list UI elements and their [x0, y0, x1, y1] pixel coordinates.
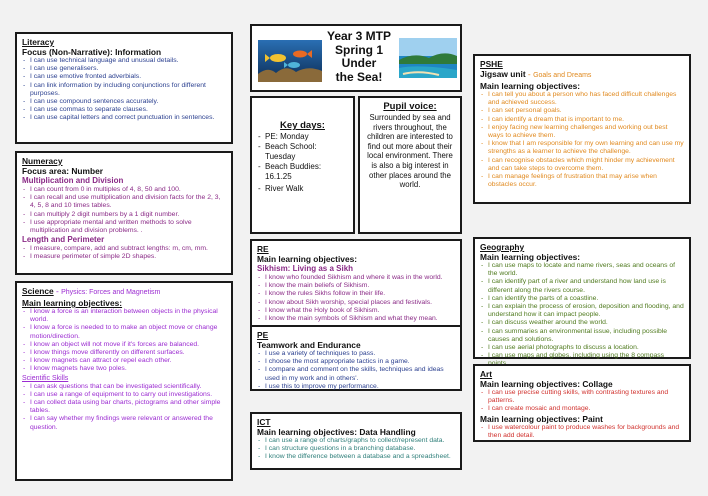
science-heading: Science — [22, 286, 54, 296]
list-item: - I can recognise obstacles which might hinder my achievement and can take steps to overcome them. — [480, 157, 684, 173]
title-text — [320, 30, 398, 84]
list-item: - I use watercolour paint to produce washes for backgrounds and then add detail. — [480, 424, 684, 440]
title-panel — [250, 24, 462, 92]
list-item: - PE: Monday — [257, 132, 348, 142]
list-item: - I can summaries an environmental issue, including possible causes and solutions. — [480, 328, 684, 344]
pshe-objectives-heading: Main learning objectives: — [480, 81, 581, 91]
list-item: - I know magnets can attract or repel each other. — [22, 357, 226, 365]
list-item: - I can use generalisers. — [22, 65, 226, 73]
pshe-heading: PSHE — [480, 59, 503, 69]
fish-reef-image — [258, 40, 322, 82]
literacy-list — [22, 57, 226, 123]
list-item: - I know who founded Sikhism and where it was in the world. — [257, 274, 455, 282]
geography-panel — [473, 237, 691, 359]
list-item: - I can use emotive fronted adverbials. — [22, 73, 226, 81]
list-item: - I can identify part of a river and understand how land use is different along the rivers course. — [480, 278, 684, 294]
island-image — [399, 38, 457, 78]
pshe-unit: Goals and Dreams — [533, 72, 592, 79]
list-item: - I can multiply 2 digit numbers by a 1 digit number. — [22, 211, 226, 219]
geography-list — [480, 262, 684, 369]
list-item: - I measure, compare, add and subtract lengths: m, cm, mm. — [22, 245, 226, 253]
numeracy-list-1 — [22, 186, 226, 235]
pe-heading: PE — [257, 330, 269, 340]
list-item: - I measure perimeter of simple 2D shapes. — [22, 253, 226, 261]
art-heading: Art — [480, 369, 493, 379]
list-item: - I can ask questions that can be investigated scientifically. — [22, 383, 226, 391]
pshe-unit-separator: - — [525, 69, 534, 79]
list-item: - I use appropriate mental and written methods to solve multiplication and division problems. . — [22, 219, 226, 235]
ict-heading: ICT — [257, 417, 271, 427]
list-item: - I can create mosaic and montage. — [480, 405, 684, 413]
list-item: - I can use a range of charts/graphs to collect/represent data. — [257, 437, 455, 445]
key-days-list — [257, 132, 348, 194]
literacy-focus: Focus (Non-Narrative): Information — [22, 47, 162, 57]
numeracy-focus: Focus area: Number — [22, 166, 103, 176]
pshe-panel — [473, 54, 691, 204]
science-skills-list — [22, 383, 226, 432]
re-list — [257, 274, 455, 323]
list-item: - I can link information by including conjunctions for different purposes. — [22, 82, 226, 98]
list-item: - I know that I am responsible for my own learning and can use my strengths as a learner to achieve the challenge. — [480, 140, 684, 156]
list-item: - I know what the Holy book of Sikhism. — [257, 307, 455, 315]
pshe-unit-label: Jigsaw unit — [480, 69, 526, 79]
list-item: - I can use capital letters and correct punctuation in sentences. — [22, 114, 226, 122]
list-item: - River Walk — [257, 184, 348, 194]
list-item: - I know things move differently on different surfaces. — [22, 349, 226, 357]
numeracy-heading: Numeracy — [22, 156, 63, 166]
science-heading-line — [22, 286, 226, 298]
title-line-4: the Sea! — [335, 69, 383, 84]
list-item: - I know the main symbols of Sikhism and what they mean. — [257, 315, 455, 323]
list-item: - I can collect data using bar charts, pictograms and other simple tables. — [22, 399, 226, 415]
literacy-panel — [15, 32, 233, 144]
art-paint-heading: Main learning objectives: Paint — [480, 413, 603, 424]
list-item: - I can use maps to locate and name rivers, seas and oceans of the world. — [480, 262, 684, 278]
list-item: - I can identify a dream that is important to me. — [480, 116, 684, 124]
numeracy-subheading-length: Length and Perimeter — [22, 235, 105, 245]
science-panel — [15, 281, 233, 481]
ict-list — [257, 437, 455, 462]
re-panel — [250, 239, 462, 331]
list-item: - I can use maps and globes, including using the 8 compass — [480, 352, 684, 368]
art-collage-list — [480, 389, 684, 414]
pshe-list — [480, 91, 684, 189]
title-line-3: Under — [341, 56, 377, 70]
scientific-skills-heading: Scientific Skills — [22, 374, 69, 382]
science-topic: Physics: Forces and Magnetism — [61, 289, 161, 296]
pupil-voice-text: Surrounded by sea and rivers throughout, the children are interested to find out more about their local environment. There is also a big interest in other places around the world. — [367, 113, 453, 190]
re-heading: RE — [257, 244, 269, 254]
list-item: - I can use compound sentences accurately. — [22, 98, 226, 106]
numeracy-subheading-multiplication: Multiplication and Division — [22, 176, 124, 185]
geography-objectives-heading: Main learning objectives: — [480, 252, 581, 262]
list-item: - I know magnets have two poles. — [22, 365, 226, 373]
list-item: - I know the rules Sikhs follow in their life. — [257, 290, 455, 298]
list-item: - I can set personal goals. — [480, 107, 684, 115]
list-item: - I know an object will not move if it's forces are balanced. — [22, 341, 226, 349]
re-topic: Sikhism: Living as a Sikh — [257, 264, 354, 273]
list-item: - I can use a range of equipment to to carry out investigations. — [22, 391, 226, 399]
list-item: - I can manage feelings of frustration that may arise when obstacles occur. — [480, 173, 684, 189]
ict-objectives-heading: Main learning objectives: Data Handling — [257, 427, 416, 437]
title-line-2: Spring 1 — [334, 42, 383, 57]
list-item: - I can count from 0 in multiples of 4, 8, 50 and 100. — [22, 186, 226, 194]
list-item: - I know a force is needed to to make an object move or change motion/direction. — [22, 324, 226, 340]
ict-panel — [250, 412, 462, 470]
key-days-panel — [250, 96, 355, 234]
list-item: - I can discuss weather around the world. — [480, 319, 684, 327]
list-item: - I can use precise cutting skills, with contrasting textures and patterns. — [480, 389, 684, 405]
numeracy-panel — [15, 151, 233, 275]
list-item: - I can say whether my findings were relevant or answered the question. — [22, 415, 226, 431]
list-item: - Beach Buddies: 16.1.25 — [257, 162, 348, 182]
numeracy-list-2 — [22, 245, 226, 261]
pshe-unit-line — [480, 69, 684, 81]
list-item: - I choose the most appropriate tactics in a game. — [257, 358, 455, 366]
list-item: - I can structure questions in a branching database. — [257, 445, 455, 453]
list-item: - I can use commas to separate clauses. — [22, 106, 226, 114]
literacy-heading: Literacy — [22, 37, 55, 47]
science-topic-separator: - — [53, 286, 62, 296]
list-item: - I use this to improve my performance. — [257, 383, 455, 391]
list-item: - I can use aerial photographs to discuss a location. — [480, 344, 684, 352]
pupil-voice-panel — [358, 96, 462, 234]
list-item: - I know the main beliefs of Sikhism. — [257, 282, 455, 290]
re-objectives-heading: Main learning objectives: — [257, 254, 358, 264]
art-collage-heading: Main learning objectives: Collage — [480, 379, 613, 389]
list-item: - I compare and comment on the skills, techniques and ideas used in my work and in others'. — [257, 366, 455, 382]
list-item: - I use a variety of techniques to pass. — [257, 350, 455, 358]
key-days-heading: Key days: — [280, 120, 325, 131]
list-item: - I can explain the process of erosion, deposition and flooding, and understand how it can impact people. — [480, 303, 684, 319]
pe-list — [257, 350, 455, 391]
list-item: - Beach School: Tuesday — [257, 142, 348, 162]
pupil-voice-heading: Pupil voice: — [383, 101, 437, 112]
science-list — [22, 308, 226, 374]
pe-topic: Teamwork and Endurance — [257, 340, 361, 350]
list-item: - I know a force is an interaction between objects in the physical world. — [22, 308, 226, 324]
art-panel — [473, 364, 691, 442]
geography-heading: Geography — [480, 242, 525, 252]
art-paint-list — [480, 424, 684, 440]
title-line-1: Year 3 MTP — [326, 29, 392, 43]
list-item: - I enjoy facing new learning challenges and working out best ways to achieve them. — [480, 124, 684, 140]
list-item: - I can use technical language and unusual details. — [22, 57, 226, 65]
list-item: - I know the difference between a database and a spreadsheet. — [257, 453, 455, 461]
list-item: - I can recall and use multiplication and division facts for the 2, 3, 4, 5, 8 and 10 times tables. — [22, 194, 226, 210]
list-item: - I can identify the parts of a coastline. — [480, 295, 684, 303]
list-item: - I know about Sikh worship, special places and festivals. — [257, 299, 455, 307]
list-item: - I can tell you about a person who has faced difficult challenges and achieved success. — [480, 91, 684, 107]
pe-panel — [250, 325, 462, 391]
science-objectives-heading: Main learning objectives: — [22, 298, 123, 308]
